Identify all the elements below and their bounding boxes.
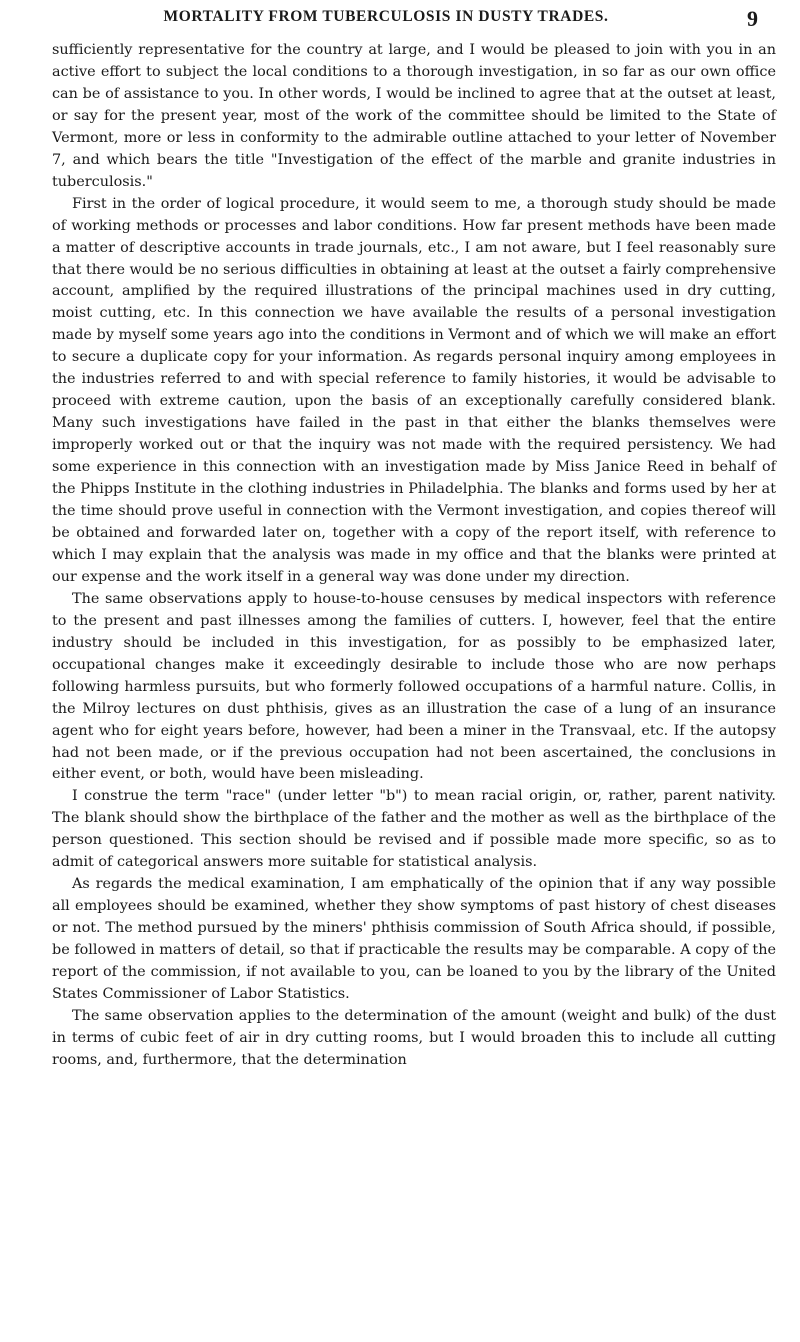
paragraph: sufficiently representative for the country at large, and I would be pleased to join with you in an active effort to subject the local conditions to a thorough investigation, in so far as our own office can be of assistance to you. In other words, I would be inclined to agree that at the outset at least, or say for the present year, most of the work of the committee should be limited to the State of Vermont, more or less in conformity to the admirable outline attached to your letter of November 7, and which bears the title "Investigation of the effect of the marble and granite industries in tuberculosis." (52, 42, 776, 190)
paragraph: I construe the term "race" (under letter "b") to mean racial origin, or, rather, parent nativity. The blank should show the birthplace of the father and the mother as well as the birthplace of the person questioned. This section should be revised and if possible made more specific, so as to admit of categorical answers more suitable for statistical analysis. (52, 788, 776, 871)
paragraph: As regards the medical examination, I am emphatically of the opinion that if any way possible all employees should be examined, whether they show symptoms of past history of chest diseases or not. The method pursued by the miners' phthisis commission of South Africa should, if possible, be followed in matters of detail, so that if practicable the results may be comparable. A copy of the report of the commission, if not available to you, can be loaned to you by the library of the United States Commissioner of Labor Statistics. (52, 876, 776, 1002)
paragraph: First in the order of logical procedure, it would seem to me, a thorough study should be made of working methods or processes and labor conditions. How far present methods have been made a matter of descriptive accounts in trade journals, etc., I am not aware, but I feel reasonably sure that there would be no serious difficulties in obtaining at least at the outset a fairly comprehensive account, amplified by the required illustrations of the principal machines used in dry cutting, moist cutting, etc. In this connection we have available the results of a personal investigation made by myself some years ago into the conditions in Vermont and of which we will make an effort to secure a duplicate copy for your information. As regards personal inquiry among employees in the industries referred to and with special reference to family histories, it would be advisable to proceed with extreme caution, upon the basis of an exceptionally carefully considered blank. Many such investigations have failed in the past in that either the blanks themselves were improperly worked out or that the inquiry was not made with the required persistency. We had some experience in this connection with an investigation made by Miss Janice Reed in behalf of the Phipps Institute in the clothing industries in Philadelphia. The blanks and forms used by her at the time should prove useful in connection with the Vermont investigation, and copies thereof will be obtained and forwarded later on, together with a copy of the report itself, with reference to which I may explain that the analysis was made in my office and that the blanks were printed at our expense and the work itself in a general way was done under my direction. (52, 195, 776, 585)
body-text (52, 40, 776, 1072)
page-number: 9 (747, 6, 758, 31)
running-head (0, 6, 800, 36)
running-title: MORTALITY FROM TUBERCULOSIS IN DUSTY TRADES. (163, 8, 609, 25)
paragraph: The same observations apply to house-to-house censuses by medical inspectors with reference to the present and past illnesses among the families of cutters. I, however, feel that the entire industry should be included in this investigation, for as possibly to be emphasized later, occupational changes make it exceedingly desirable to include those who are now perhaps following harmless pursuits, but who formerly followed occupations of a harmful nature. Collis, in the Milroy lectures on dust phthisis, gives as an illustration the case of a lung of an insurance agent who for eight years before, however, had been a miner in the Transvaal, etc. If the autopsy had not been made, or if the previous occupation had not been ascertained, the conclusions in either event, or both, would have been misleading. (52, 590, 776, 783)
paragraph: The same observation applies to the determination of the amount (weight and bulk) of the dust in terms of cubic feet of air in dry cutting rooms, but I would broaden this to include all cutting rooms, and, furthermore, that the determination (52, 1007, 776, 1068)
